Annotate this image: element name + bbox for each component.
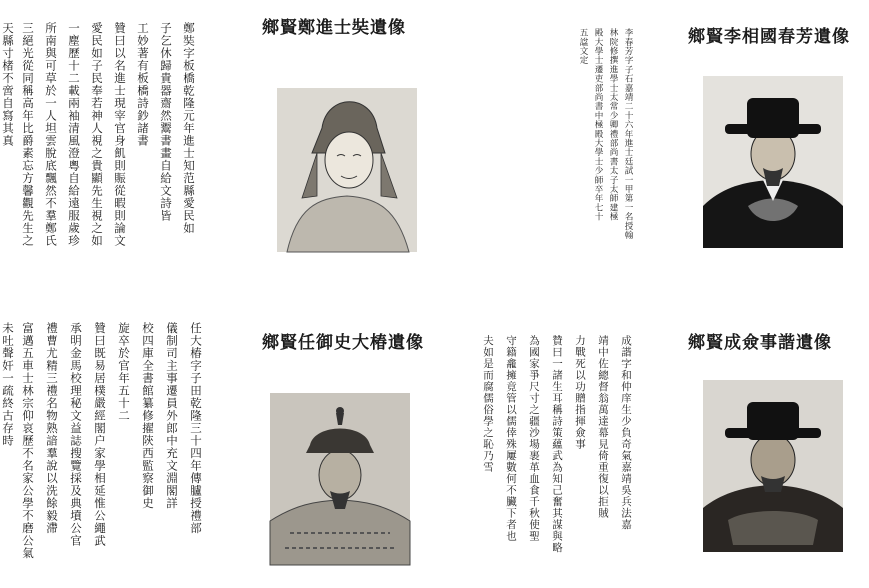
zheng-text-column: 三絕光從同稱高年比爵素忘方馨觀先生之	[21, 22, 35, 247]
zheng-text-column: 一塵歷十二載兩袖清風澄粵自給遠服歲珍	[67, 22, 81, 247]
cheng-text-column: 贊曰一諸生耳稱詩策蘊武為知己奮其謀與略	[551, 335, 563, 554]
ren-text-column: 校四庫全書館纂修擢陝西監察御史	[141, 322, 155, 510]
zheng-text-column: 贊曰以名進士現宰官身飢則賑從暇則論文	[113, 22, 127, 247]
ren-text-column: 旋卒於官年五十二	[117, 322, 131, 422]
li-text-column: 殿大學士遷吏部尚書中極殿大學士少師卒年七十	[593, 28, 603, 222]
ren-text-column: 承明金馬校理秘文益誌搜覽採及典墳公官	[69, 322, 83, 547]
cheng-xie-portrait-title: 鄉賢成僉事諧遺像	[688, 333, 832, 353]
ren-dachun-portrait	[270, 393, 410, 565]
ren-text-column: 贊曰既易居樸嚴經閣户家學相延惟公繩武	[93, 322, 107, 547]
zheng-text-column: 天縣寸楮不啻自寫其真	[1, 22, 15, 147]
zheng-xie-portrait-title: 鄉賢鄭進士奘遺像	[262, 18, 406, 38]
zheng-text-column: 愛民如子民奉若神人視之貴顯先生視之如	[90, 22, 104, 247]
zheng-text-column: 子乞休歸貴器齋然鬻書畫自給文詩皆	[159, 22, 173, 222]
cheng-text-column: 成諧字和仲庠生少負奇氣嘉靖吳兵法嘉	[620, 335, 632, 531]
ren-dachun-portrait-title: 鄉賢任御史大椿遺像	[262, 333, 424, 353]
li-text-column: 李春芳字子石嘉靖二十六年進士廷試一甲第一名授翰	[623, 28, 633, 240]
cheng-text-column: 守籍龕擁竟管以儒倖殊屢數何不臟下者也	[505, 335, 517, 542]
ren-text-column: 富邁五車士林宗仰哀歷不名家公學不磨公氣	[21, 322, 35, 560]
zheng-text-column: 所南與可草於一人坦雲脫底飄然不羣鄭氏	[44, 22, 58, 247]
cheng-text-column: 靖中佐總督翁萬達幕見倚重復以拒賊	[597, 335, 609, 519]
li-text-column: 五諡文定	[578, 28, 588, 65]
li-chunfang-portrait-title: 鄉賢李相國春芳遺像	[688, 27, 850, 47]
zheng-text-column: 鄭奘字板橋乾隆元年進士知范縣愛民如	[182, 22, 196, 235]
ren-text-column: 任大椿字子田乾隆三十四年傳臚授禮部	[189, 322, 203, 535]
cheng-text-column: 為國家爭尺寸之疆沙場裹革血食千秋使聖	[528, 335, 540, 542]
zheng-xie-portrait	[277, 88, 417, 252]
li-text-column: 林院修撰進學士太常少卿禮部尚書太子太師建極	[608, 28, 618, 222]
cheng-xie-portrait	[703, 380, 843, 552]
cheng-text-column: 力戰死以功贈指揮僉事	[574, 335, 586, 450]
li-chunfang-portrait	[703, 76, 843, 248]
ren-text-column: 未吐聲奸一疏終古存時	[1, 322, 15, 447]
zheng-text-column: 工妙著有板橋詩鈔諸書	[136, 22, 150, 147]
ren-text-column: 禮曹尤精三禮名物熟諳羣說以洗餘毅滯	[45, 322, 59, 535]
cheng-text-column: 夫如是而腐儒俗學之恥乃雪	[482, 335, 494, 473]
ren-text-column: 儀制司主事遷員外郎中充文淵閣詳	[165, 322, 179, 510]
